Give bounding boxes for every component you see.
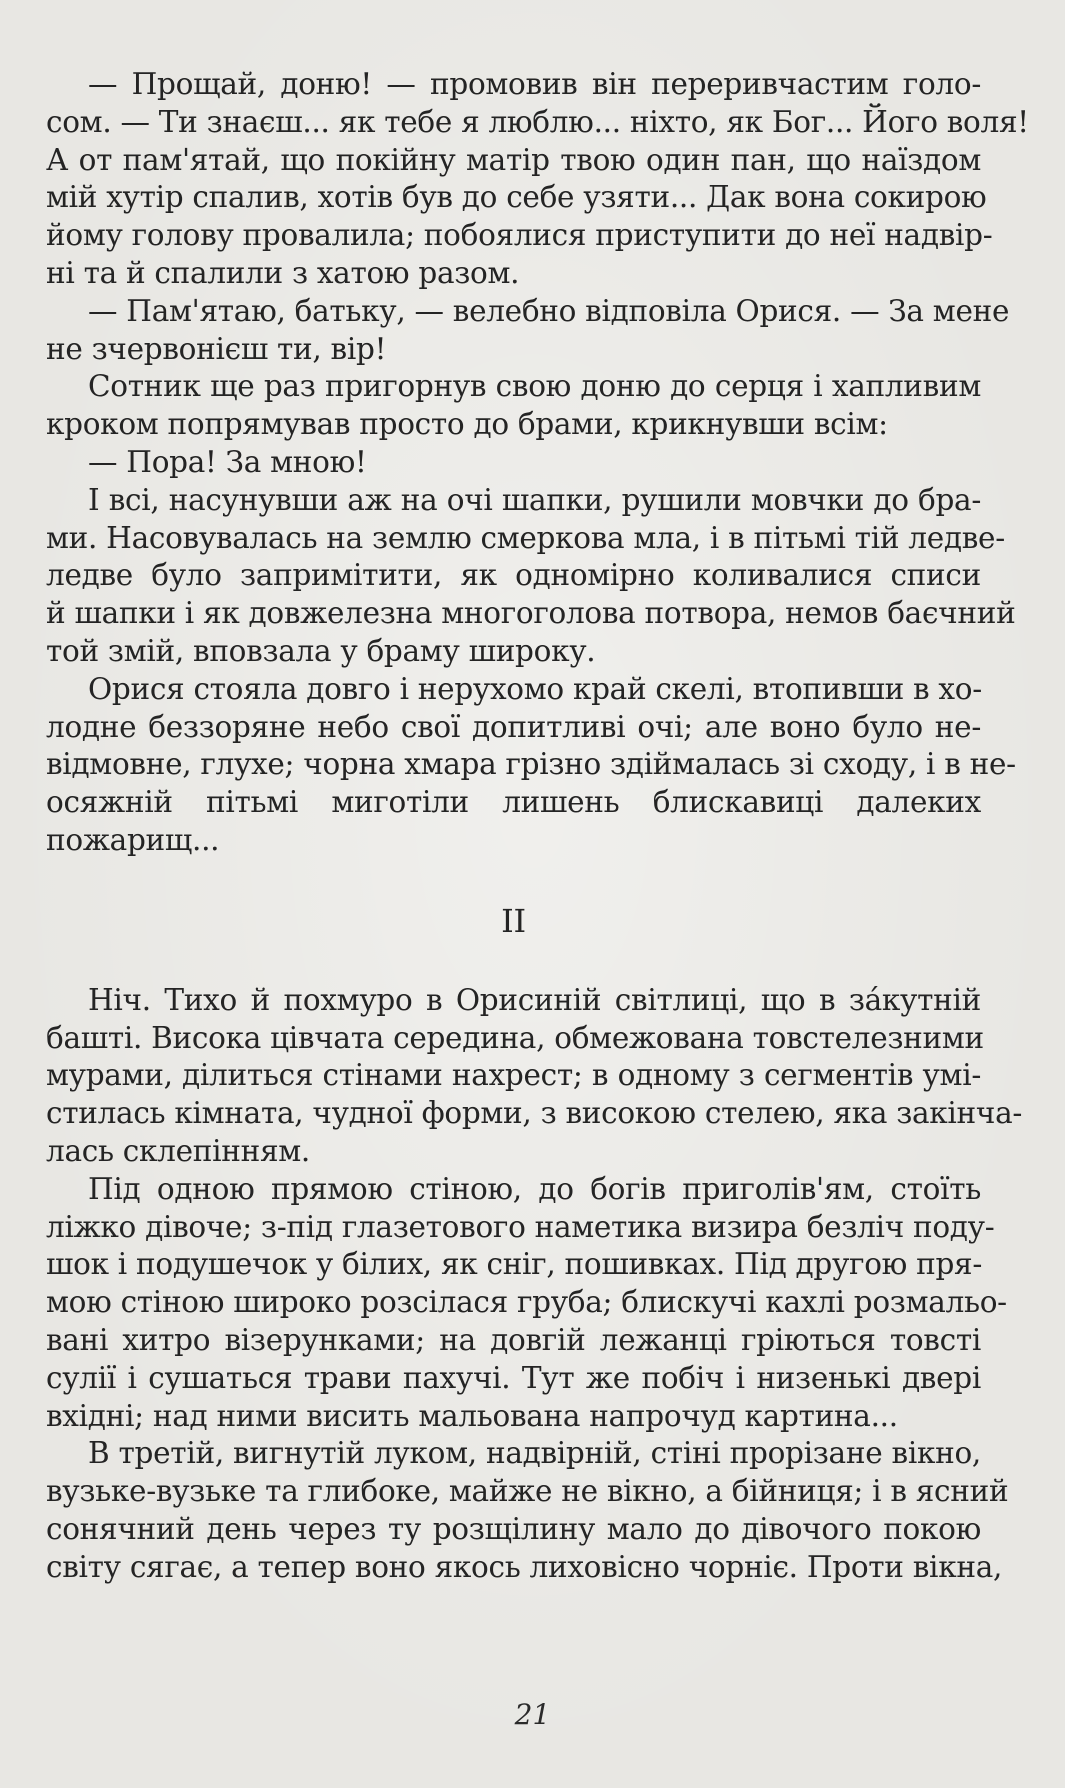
text-line: ні та й спалили з хатою разом. [46, 255, 520, 290]
paragraph [46, 66, 1029, 293]
text-line: лась склепінням. [46, 1133, 310, 1168]
text-line: ледве було запримітити, як одномірно коливалися списи [46, 558, 981, 593]
paragraph [46, 444, 981, 482]
page-text [46, 66, 1029, 1586]
paragraph [46, 482, 1016, 671]
text-line: сулії і сушаться трави пахучі. Тут же побіч і низенькі двері [46, 1360, 981, 1395]
text-line: — Прощай, доню! — промовив він переривчастим голо- [88, 67, 981, 101]
text-line: І всі, насунувши аж на очі шапки, рушили мовчки до бра- [88, 482, 981, 517]
section-after-chapter [46, 982, 1023, 1587]
paragraph [46, 982, 1023, 1171]
paragraph [46, 368, 981, 444]
text-line: йому голову провалила; побоялися приступити до неї надвір- [46, 218, 993, 253]
text-line: вані хитро візерунками; на довгій лежанці гріються товсті [46, 1322, 981, 1357]
paragraph [46, 1171, 1007, 1436]
text-line: ліжко дівоче; з-під глазетового наметика визира безліч поду- [46, 1209, 995, 1244]
text-line: мій хутір спалив, хотів був до себе узяти... Дак вона сокирою [46, 180, 987, 215]
section-before-chapter [46, 66, 1029, 860]
text-line: вхідні; над ними висить мальована напрочуд картина... [46, 1398, 898, 1433]
text-line: сом. — Ти знаєш... як тебе я люблю... ніхто, як Бог... Його воля! [46, 104, 1029, 139]
text-line: ми. Насовувалась на землю смеркова мла, і в пітьмі тій ледве- [46, 520, 1005, 555]
text-line: Ніч. Тихо й похмуро в Орисиній світлиці, що в зáкутній [88, 982, 981, 1017]
chapter-heading: II [501, 901, 526, 940]
text-line: В третій, вигнутій луком, надвірній, стіні прорізане вікно, [88, 1436, 981, 1471]
text-line: стилась кімната, чудної форми, з високою стелею, яка закінча- [46, 1096, 1023, 1131]
text-line: — Пам'ятаю, батьку, — велебно відповіла Орися. — За мене [88, 293, 1010, 328]
text-line: пожарищ... [46, 822, 220, 857]
paragraph [46, 671, 1016, 860]
text-line: сонячний день через ту розщілину мало до дівочого покою [46, 1511, 981, 1546]
text-line: вузьке-вузьке та глибоке, майже не вікно, а бійниця; і в ясний [46, 1474, 1009, 1509]
paragraph [46, 293, 1010, 369]
text-line: не зчервонієш ти, вір! [46, 331, 387, 366]
text-line: шок і подушечок у білих, як сніг, пошивках. Під другою пря- [46, 1247, 983, 1282]
text-line: — Пора! За мною! [88, 444, 367, 479]
text-line: кроком попрямував просто до брами, крикнувши всім: [46, 407, 888, 442]
text-line: А от пам'ятай, що покійну матір твою один пан, що наїздом [46, 142, 981, 177]
text-line: Під одною прямою стіною, до богів приголів'ям, стоїть [88, 1171, 981, 1206]
text-line: мою стіною широко розсілася груба; блискучі кахлі розмальо- [46, 1285, 1007, 1320]
text-line: той змій, вповзала у браму широку. [46, 633, 596, 668]
text-line: мурами, ділиться стінами нахрест; в одному з сегментів умі- [46, 1058, 981, 1093]
paragraph [46, 1435, 1009, 1586]
text-line: відмовне, глухе; чорна хмара грізно здіймалась зі сходу, і в не- [46, 747, 1016, 782]
page-number: 21 [514, 1698, 551, 1731]
text-line: світу сягає, а тепер воно якось лиховісно чорніє. Проти вікна, [46, 1549, 1003, 1584]
text-line: й шапки і як довжелезна многоголова потвора, немов баєчний [46, 596, 1016, 631]
text-line: Орися стояла довго і нерухомо край скелі, втопивши в хо- [88, 671, 982, 706]
text-line: Сотник ще раз пригорнув свою доню до серця і хапливим [88, 369, 981, 404]
text-line: лодне беззоряне небо свої допитливі очі; але воно було не- [46, 709, 981, 744]
text-line: башті. Висока цівчата середина, обмежована товстелезними [46, 1020, 984, 1055]
text-line: осяжній пітьмі миготіли лишень блискавиці далеких [46, 785, 981, 820]
